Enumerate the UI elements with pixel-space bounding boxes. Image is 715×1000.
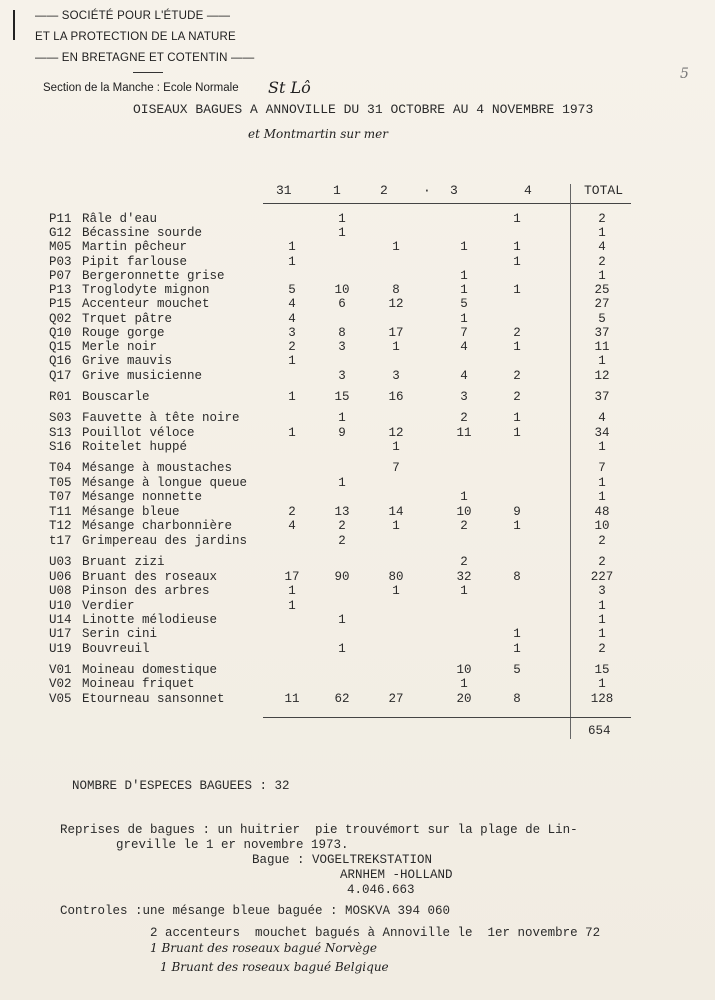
species-name: Linotte mélodieuse: [82, 613, 218, 627]
table-row: [0, 627, 715, 641]
species-code: R01: [49, 390, 72, 404]
day-count: 3: [338, 340, 346, 354]
species-code: Q15: [49, 340, 72, 354]
day-count: 1: [392, 340, 400, 354]
table-row: [0, 240, 715, 254]
col-header-3: 3: [450, 183, 458, 198]
day-count: 1: [460, 584, 468, 598]
day-count: 2: [513, 369, 521, 383]
row-total: 4: [598, 411, 606, 425]
day-count: 1: [288, 255, 296, 269]
species-name: Serin cini: [82, 627, 158, 641]
day-count: 1: [338, 212, 346, 226]
day-count: 3: [392, 369, 400, 383]
col-header-2: 2: [380, 183, 388, 198]
day-count: 6: [338, 297, 346, 311]
day-count: 1: [513, 340, 521, 354]
day-count: 2: [460, 555, 468, 569]
table-row: [0, 297, 715, 311]
species-code: S13: [49, 426, 72, 440]
species-name: Fauvette à tête noire: [82, 411, 240, 425]
row-total: 25: [594, 283, 610, 297]
table-row: [0, 663, 715, 677]
reprises-line-4: ARNHEM -HOLLAND: [340, 868, 453, 882]
col-header-total: TOTAL: [584, 183, 624, 198]
row-total: 1: [598, 613, 606, 627]
day-count: 4: [460, 369, 468, 383]
day-count: 8: [392, 283, 400, 297]
row-total: 1: [598, 440, 606, 454]
species-name: Mésange bleue: [82, 505, 180, 519]
species-code: M05: [49, 240, 72, 254]
day-count: 1: [513, 519, 521, 533]
table-row: [0, 677, 715, 691]
day-count: 1: [392, 240, 400, 254]
day-count: 8: [513, 692, 521, 706]
col-header-31: 31: [276, 183, 292, 198]
row-total: 11: [594, 340, 610, 354]
day-count: 1: [288, 390, 296, 404]
day-count: 3: [460, 390, 468, 404]
header-line-3: —— EN BRETAGNE ET COTENTIN ——: [35, 52, 255, 64]
table-row: [0, 440, 715, 454]
species-name: Pinson des arbres: [82, 584, 210, 598]
day-count: 1: [338, 642, 346, 656]
species-name: Bergeronnette grise: [82, 269, 225, 283]
species-name: Martin pêcheur: [82, 240, 188, 254]
table-row: [0, 505, 715, 519]
day-count: 1: [338, 226, 346, 240]
species-code: P13: [49, 283, 72, 297]
day-count: 1: [460, 240, 468, 254]
row-total: 2: [598, 255, 606, 269]
species-code: Q16: [49, 354, 72, 368]
row-total: 5: [598, 312, 606, 326]
grand-total: 654: [588, 724, 611, 738]
species-code: P11: [49, 212, 72, 226]
table-row: [0, 555, 715, 569]
table-row: [0, 461, 715, 475]
header-underline: [263, 203, 631, 204]
day-count: 1: [338, 411, 346, 425]
row-total: 15: [594, 663, 610, 677]
species-code: T05: [49, 476, 72, 490]
day-count: 1: [392, 440, 400, 454]
day-count: 2: [513, 390, 521, 404]
species-name: Trquet pâtre: [82, 312, 173, 326]
page-title: OISEAUX BAGUES A ANNOVILLE DU 31 OCTOBRE AU 4 NOVEMBRE 1973: [133, 102, 594, 117]
table-row: [0, 269, 715, 283]
col-header-4: 4: [524, 183, 532, 198]
day-count: 1: [513, 255, 521, 269]
species-name: Mésange charbonnière: [82, 519, 233, 533]
day-count: 2: [288, 340, 296, 354]
species-code: Q17: [49, 369, 72, 383]
species-name: Râle d'eau: [82, 212, 158, 226]
day-count: 4: [460, 340, 468, 354]
table-row: [0, 340, 715, 354]
day-count: 27: [388, 692, 404, 706]
species-name: Bruant des roseaux: [82, 570, 218, 584]
table-row: [0, 283, 715, 297]
day-count: 1: [338, 476, 346, 490]
day-count: 10: [456, 663, 472, 677]
margin-bar: [13, 10, 15, 40]
day-count: 3: [288, 326, 296, 340]
controles-line-2: 2 accenteurs mouchet bagués à Annoville le 1er novembre 72: [150, 926, 601, 940]
row-total: 27: [594, 297, 610, 311]
controles-line-1: Controles :une mésange bleue baguée : MOSKVA 394 060: [60, 904, 451, 918]
table-row: [0, 584, 715, 598]
day-count: 11: [284, 692, 300, 706]
day-count: 16: [388, 390, 404, 404]
col-header-dot: ·: [423, 183, 431, 198]
table-row: [0, 212, 715, 226]
day-count: 15: [334, 390, 350, 404]
species-code: U06: [49, 570, 72, 584]
row-total: 12: [594, 369, 610, 383]
day-count: 2: [338, 534, 346, 548]
row-total: 1: [598, 599, 606, 613]
day-count: 17: [388, 326, 404, 340]
row-total: 10: [594, 519, 610, 533]
day-count: 13: [334, 505, 350, 519]
day-count: 1: [513, 426, 521, 440]
species-code: V05: [49, 692, 72, 706]
day-count: 4: [288, 519, 296, 533]
species-code: Q10: [49, 326, 72, 340]
row-total: 37: [594, 326, 610, 340]
day-count: 1: [288, 584, 296, 598]
species-code: U14: [49, 613, 72, 627]
day-count: 7: [460, 326, 468, 340]
table-row: [0, 490, 715, 504]
species-name: Rouge gorge: [82, 326, 165, 340]
day-count: 1: [460, 677, 468, 691]
reprises-line-5: 4.046.663: [347, 883, 415, 897]
species-code: t17: [49, 534, 72, 548]
table-row: [0, 476, 715, 490]
day-count: 1: [288, 426, 296, 440]
table-row: [0, 642, 715, 656]
row-total: 3: [598, 584, 606, 598]
reprises-line-3: Bague : VOGELTREKSTATION: [252, 853, 433, 867]
day-count: 2: [460, 519, 468, 533]
day-count: 5: [513, 663, 521, 677]
day-count: 20: [456, 692, 472, 706]
section-label: Section de la Manche : Ecole Normale: [43, 82, 239, 94]
header-line-1: —— SOCIÉTÉ POUR L'ÉTUDE ——: [35, 10, 231, 22]
row-total: 2: [598, 555, 606, 569]
day-count: 32: [456, 570, 472, 584]
row-total: 7: [598, 461, 606, 475]
reprises-line-2: greville le 1 er novembre 1973.: [116, 838, 349, 852]
table-row: [0, 226, 715, 240]
species-code: T04: [49, 461, 72, 475]
species-count: NOMBRE D'ESPECES BAGUEES : 32: [72, 779, 290, 793]
row-total: 37: [594, 390, 610, 404]
controles-handwritten-2: 1 Bruant des roseaux bagué Belgique: [160, 960, 389, 974]
day-count: 7: [392, 461, 400, 475]
species-code: P07: [49, 269, 72, 283]
title-handwritten-note: et Montmartin sur mer: [248, 127, 388, 141]
table-row: [0, 692, 715, 706]
row-total: 1: [598, 677, 606, 691]
table-row: [0, 326, 715, 340]
species-name: Grimpereau des jardins: [82, 534, 248, 548]
species-code: S03: [49, 411, 72, 425]
day-count: 1: [513, 240, 521, 254]
species-name: Bouscarle: [82, 390, 150, 404]
day-count: 1: [513, 283, 521, 297]
row-total: 4: [598, 240, 606, 254]
row-total: 227: [590, 570, 614, 584]
row-total: 2: [598, 534, 606, 548]
row-total: 2: [598, 212, 606, 226]
day-count: 1: [513, 642, 521, 656]
table-row: [0, 369, 715, 383]
species-code: P15: [49, 297, 72, 311]
day-count: 4: [288, 297, 296, 311]
row-total: 34: [594, 426, 610, 440]
day-count: 1: [460, 312, 468, 326]
section-handwritten: St Lô: [268, 78, 311, 97]
species-name: Roitelet huppé: [82, 440, 188, 454]
day-count: 2: [513, 326, 521, 340]
day-count: 11: [456, 426, 472, 440]
day-count: 14: [388, 505, 404, 519]
col-header-1: 1: [333, 183, 341, 198]
species-name: Bécassine sourde: [82, 226, 203, 240]
row-total: 48: [594, 505, 610, 519]
day-count: 1: [460, 490, 468, 504]
species-name: Pipit farlouse: [82, 255, 188, 269]
species-code: U08: [49, 584, 72, 598]
controles-handwritten-1: 1 Bruant des roseaux bagué Norvège: [150, 941, 377, 955]
day-count: 90: [334, 570, 350, 584]
header-rule: [133, 72, 163, 73]
day-count: 4: [288, 312, 296, 326]
species-code: V02: [49, 677, 72, 691]
species-name: Grive musicienne: [82, 369, 203, 383]
species-name: Verdier: [82, 599, 135, 613]
row-total: 128: [590, 692, 614, 706]
species-code: T12: [49, 519, 72, 533]
species-name: Mésange à longue queue: [82, 476, 248, 490]
species-name: Accenteur mouchet: [82, 297, 210, 311]
day-count: 3: [338, 369, 346, 383]
table-row: [0, 411, 715, 425]
species-name: Troglodyte mignon: [82, 283, 210, 297]
footer-rule: [263, 717, 631, 718]
day-count: 1: [460, 283, 468, 297]
species-code: T11: [49, 505, 72, 519]
table-row: [0, 599, 715, 613]
species-code: T07: [49, 490, 72, 504]
row-total: 1: [598, 226, 606, 240]
day-count: 12: [388, 297, 404, 311]
row-total: 1: [598, 269, 606, 283]
day-count: 9: [338, 426, 346, 440]
table-row: [0, 390, 715, 404]
species-name: Pouillot véloce: [82, 426, 195, 440]
day-count: 2: [288, 505, 296, 519]
species-code: U17: [49, 627, 72, 641]
day-count: 1: [288, 599, 296, 613]
species-code: V01: [49, 663, 72, 677]
species-code: P03: [49, 255, 72, 269]
header-line-2: ET LA PROTECTION DE LA NATURE: [35, 31, 236, 43]
day-count: 5: [288, 283, 296, 297]
day-count: 2: [338, 519, 346, 533]
day-count: 1: [513, 411, 521, 425]
day-count: 1: [513, 212, 521, 226]
species-name: Moineau domestique: [82, 663, 218, 677]
table-row: [0, 354, 715, 368]
table-row: [0, 613, 715, 627]
species-code: U03: [49, 555, 72, 569]
day-count: 10: [456, 505, 472, 519]
day-count: 12: [388, 426, 404, 440]
day-count: 1: [392, 519, 400, 533]
species-code: U19: [49, 642, 72, 656]
day-count: 9: [513, 505, 521, 519]
margin-mark: 5: [680, 66, 689, 82]
table-row: [0, 570, 715, 584]
species-code: S16: [49, 440, 72, 454]
species-name: Bruant zizi: [82, 555, 165, 569]
table-row: [0, 426, 715, 440]
reprises-line-1: Reprises de bagues : un huitrier pie trouvémort sur la plage de Lin-: [60, 823, 578, 837]
table-row: [0, 534, 715, 548]
day-count: 1: [288, 240, 296, 254]
day-count: 17: [284, 570, 300, 584]
day-count: 1: [338, 613, 346, 627]
row-total: 1: [598, 627, 606, 641]
table-row: [0, 312, 715, 326]
row-total: 2: [598, 642, 606, 656]
day-count: 1: [392, 584, 400, 598]
day-count: 8: [513, 570, 521, 584]
species-name: Mésange nonnette: [82, 490, 203, 504]
day-count: 80: [388, 570, 404, 584]
day-count: 8: [338, 326, 346, 340]
species-name: Mésange à moustaches: [82, 461, 233, 475]
day-count: 2: [460, 411, 468, 425]
row-total: 1: [598, 490, 606, 504]
day-count: 1: [460, 269, 468, 283]
table-row: [0, 255, 715, 269]
day-count: 62: [334, 692, 350, 706]
species-name: Etourneau sansonnet: [82, 692, 225, 706]
day-count: 1: [513, 627, 521, 641]
day-count: 5: [460, 297, 468, 311]
species-name: Grive mauvis: [82, 354, 173, 368]
day-count: 10: [334, 283, 350, 297]
row-total: 1: [598, 476, 606, 490]
species-name: Moineau friquet: [82, 677, 195, 691]
species-code: G12: [49, 226, 72, 240]
species-name: Merle noir: [82, 340, 158, 354]
species-code: U10: [49, 599, 72, 613]
table-row: [0, 519, 715, 533]
row-total: 1: [598, 354, 606, 368]
day-count: 1: [288, 354, 296, 368]
species-code: Q02: [49, 312, 72, 326]
species-name: Bouvreuil: [82, 642, 150, 656]
